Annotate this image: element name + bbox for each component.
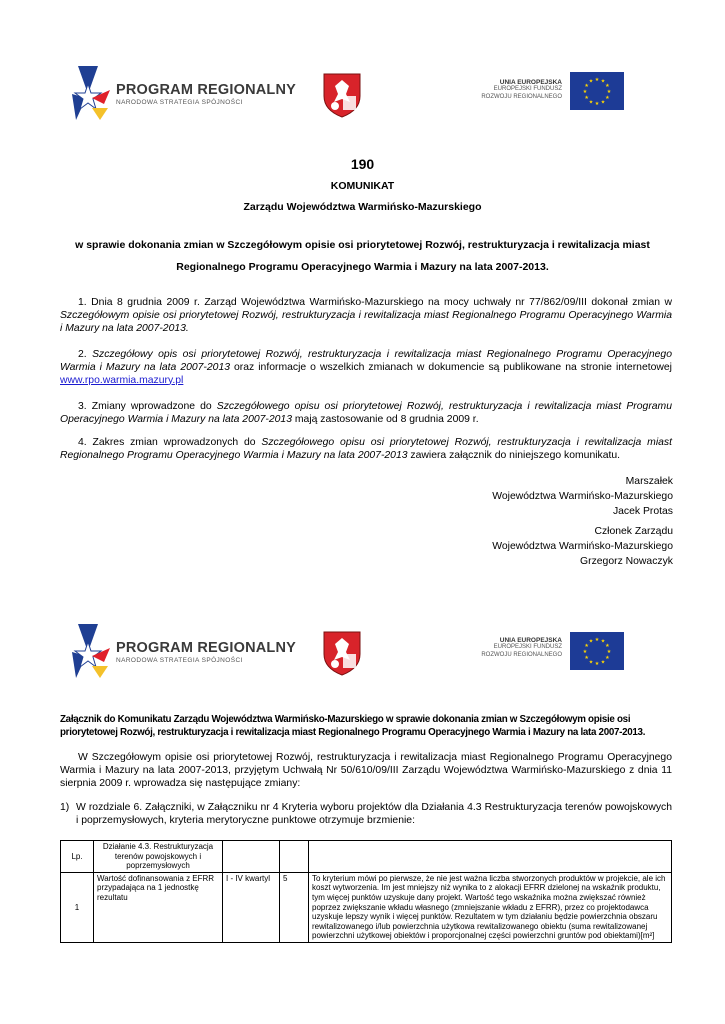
paragraph-4-tail: zawiera załącznik do niniejszego komunikatu.	[407, 449, 621, 461]
paragraph-2-number: 2.	[78, 349, 93, 360]
svg-text:★: ★	[605, 643, 610, 649]
program-regionalny-logo	[116, 640, 296, 664]
website-link[interactable]: www.rpo.warmia.mazury.pl	[60, 374, 184, 386]
svg-text:★: ★	[606, 89, 612, 95]
signature-member-role: Członek Zarządu	[594, 526, 673, 537]
voivodeship-coat-of-arms-icon	[322, 630, 362, 676]
eu-fund-line2: ROZWOJU REGIONALNEGO	[481, 651, 562, 658]
table-row	[61, 872, 672, 942]
svg-text:★: ★	[588, 659, 594, 666]
table-cell-criterion: Wartość dofinansowania z EFRR przypadająca na 1 jednostkę rezultatu	[94, 872, 223, 942]
signature-member-name: Grzegorz Nowaczyk	[580, 556, 673, 567]
attachment-item-1-text: W rozdziale 6. Załączniki, w Załączniku nr 4 Kryteria wyboru projektów dla Działania 4.3 Restrukturyzacja terenów powojskowych i poprzemysłowych, kryteria merytoryczne punktowe otrzymuje brzmienie:	[76, 802, 672, 826]
paragraph-4-italic: Szczegółowego opisu osi priorytetowej Rozwój, restrukturyzacja i rewitalizacja miast Regionalnego Programu Operacyjnego Warmia i Mazury na lata 2007-2013	[60, 437, 672, 461]
svg-text:★: ★	[584, 95, 589, 101]
announcement-subject-line2: Regionalnego Programu Operacyjnego Warmia i Mazury na lata 2007-2013.	[176, 261, 549, 273]
svg-text:★: ★	[594, 661, 600, 667]
svg-text:★: ★	[594, 77, 600, 83]
eu-logo-text	[470, 637, 562, 659]
program-subtitle: NARODOWA STRATEGIA SPÓJNOŚCI	[116, 99, 243, 106]
svg-text:★: ★	[600, 78, 606, 85]
svg-text:★: ★	[584, 655, 589, 661]
signature-marshal	[492, 474, 673, 519]
announcement-issuer: Zarządu Województwa Warmińsko-Mazurskiego	[243, 201, 482, 213]
eu-fund-line1: EUROPEJSKI FUNDUSZ	[493, 86, 562, 92]
paragraph-3-text: 3. Zmiany wprowadzone do	[78, 401, 217, 412]
announcement-subject-line1: w sprawie dokonania zmian w Szczegółowym opisie osi priorytetowej Rozwój, restrukturyzacja i rewitalizacja miast	[75, 239, 650, 251]
paragraph-2-text: oraz informacje o wszelkich zmianach w dokumencie są publikowane na stronie internetowej	[230, 361, 672, 373]
attachment-intro: W Szczegółowym opisie osi priorytetowej Rozwój, restrukturyzacja i rewitalizacja miast Regionalnego Programu Operacyjnego Warmia i Mazury na lata 2007-2013, przyjętym Uchwałą Nr 50/610/09/III Zarządu Województwa Warmińsko-Mazurskiego z dnia 11 sierpnia 2009 r. wprowadza się następujące zmiany:	[60, 752, 672, 789]
signature-marshal-role: Marszałek	[625, 476, 673, 487]
attachment-title-line2: priorytetowej Rozwój, restrukturyzacja i rewitalizacja miast Regionalnego Programu Operacyjnego Warmia i Mazury na lata 2007-2013.	[60, 727, 646, 738]
svg-text:★: ★	[605, 83, 610, 89]
table-header-empty-points	[280, 841, 309, 873]
signature-marshal-org: Województwa Warmińsko-Mazurskiego	[492, 491, 673, 502]
criteria-table	[60, 840, 672, 943]
attachment-title-line1: Załącznik do Komunikatu Zarządu Województwa Warmińsko-Mazurskiego w sprawie dokonania zmian w Szczegółowym opisie osi	[60, 714, 631, 725]
table-cell-points: 5	[280, 872, 309, 942]
attachment-item-1-number: 1)	[60, 802, 70, 813]
announcement-number: 190	[350, 156, 375, 172]
table-cell-description: To kryterium mówi po pierwsze, że nie jest ważna liczba stworzonych produktów w projekcie, ale ich koszt wytworzenia. Im jest mniejszy niż wynika to z alokacji EFRR dzielonej na wskaźnik produktu, tym więcej punktów uzyskuje dany projekt. Wartość tego wskaźnika można zwiększać również poprzez zwiększanie wkładu własnego (zmniejszanie wkładu z EFRR), przez co projektodawca uzyskuje lepszy wynik i więcej punktów. Rezultatem w tym działaniu będzie powierzchnia obszaru rewitalizowanego i/lub powierzchnia użytkowa rewitalizowanego obiektu (suma rewitalizowanej powierzchni użytkowej obiektów i proporcjonalnej części powierzchni gruntów pod obiektami)[m²]	[309, 872, 672, 942]
svg-text:★: ★	[582, 649, 588, 655]
paragraph-3	[60, 401, 672, 427]
signature-member-org: Województwa Warmińsko-Mazurskiego	[492, 541, 673, 552]
eu-flag-icon	[570, 72, 624, 110]
svg-text:★: ★	[588, 99, 594, 106]
svg-text:★: ★	[588, 638, 594, 645]
svg-text:★: ★	[600, 99, 606, 106]
program-title: PROGRAM REGIONALNY	[116, 82, 297, 98]
table-cell-lp: 1	[61, 872, 94, 942]
svg-text:★: ★	[582, 89, 588, 95]
paragraph-1-italic: Szczegółowym opisie osi priorytetowej Rozwój, restrukturyzacja i rewitalizacja miast Regionalnego Programu Operacyjnego Warmia i Mazury na lata 2007-2013.	[60, 309, 672, 334]
table-cell-range: I - IV kwartyl	[223, 872, 280, 942]
signature-marshal-name: Jacek Protas	[612, 506, 673, 517]
eu-flag-icon	[570, 632, 624, 670]
announcement-type: KOMUNIKAT	[330, 180, 395, 192]
svg-text:★: ★	[605, 655, 610, 661]
program-regionalny-star-icon	[70, 622, 114, 680]
table-header-empty-range	[223, 841, 280, 873]
eu-logo-text	[470, 79, 562, 101]
logo-header-attachment	[0, 620, 725, 700]
svg-text:★: ★	[605, 95, 610, 101]
svg-text:★: ★	[600, 638, 606, 645]
attachment-item-1	[60, 802, 672, 828]
table-header-action: Działanie 4.3. Restrukturyzacja terenów powojskowych i poprzemysłowych	[94, 841, 223, 873]
logo-header-top	[0, 62, 725, 142]
svg-text:★: ★	[584, 83, 589, 89]
table-header-row	[61, 841, 672, 873]
paragraph-3-tail: mają zastosowanie od 8 grudnia 2009 r.	[292, 413, 479, 425]
attachment-title	[60, 713, 672, 739]
voivodeship-coat-of-arms-icon	[322, 72, 362, 118]
eu-fund-line2: ROZWOJU REGIONALNEGO	[481, 93, 562, 100]
paragraph-2-italic: Szczegółowy opis osi priorytetowej Rozwój, restrukturyzacja i rewitalizacja miast Regionalnego Programu Operacyjnego Warmia i Mazury na lata 2007-2013	[60, 349, 672, 373]
paragraph-1	[60, 297, 672, 335]
paragraph-4	[60, 437, 672, 463]
paragraph-1-text: 1. Dnia 8 grudnia 2009 r. Zarząd Województwa Warmińsko-Mazurskiego na mocy uchwały nr 77/862/09/III dokonał zmian w	[78, 297, 672, 308]
svg-text:★: ★	[594, 101, 600, 107]
paragraph-3-italic: Szczegółowego opisu osi priorytetowej Rozwój, restrukturyzacja i rewitalizacja miast Programu Operacyjnego Warmia i Mazury na lata 2007-2013	[60, 401, 672, 425]
paragraph-4-text: 4. Zakres zmian wprowadzonych do	[78, 437, 262, 448]
svg-text:★: ★	[588, 78, 594, 85]
program-regionalny-logo	[116, 82, 296, 106]
table-header-lp: Lp.	[61, 841, 94, 873]
eu-title: UNIA EUROPEJSKA	[499, 79, 562, 86]
program-subtitle: NARODOWA STRATEGIA SPÓJNOŚCI	[116, 657, 243, 664]
program-title: PROGRAM REGIONALNY	[116, 640, 297, 656]
svg-text:★: ★	[594, 637, 600, 643]
svg-text:★: ★	[584, 643, 589, 649]
table-header-empty-description	[309, 841, 672, 873]
svg-text:★: ★	[606, 649, 612, 655]
paragraph-2	[60, 349, 672, 387]
program-regionalny-star-icon	[70, 64, 114, 122]
eu-fund-line1: EUROPEJSKI FUNDUSZ	[493, 644, 562, 650]
eu-title: UNIA EUROPEJSKA	[499, 637, 562, 644]
svg-text:★: ★	[600, 659, 606, 666]
signature-board-member	[492, 524, 673, 569]
